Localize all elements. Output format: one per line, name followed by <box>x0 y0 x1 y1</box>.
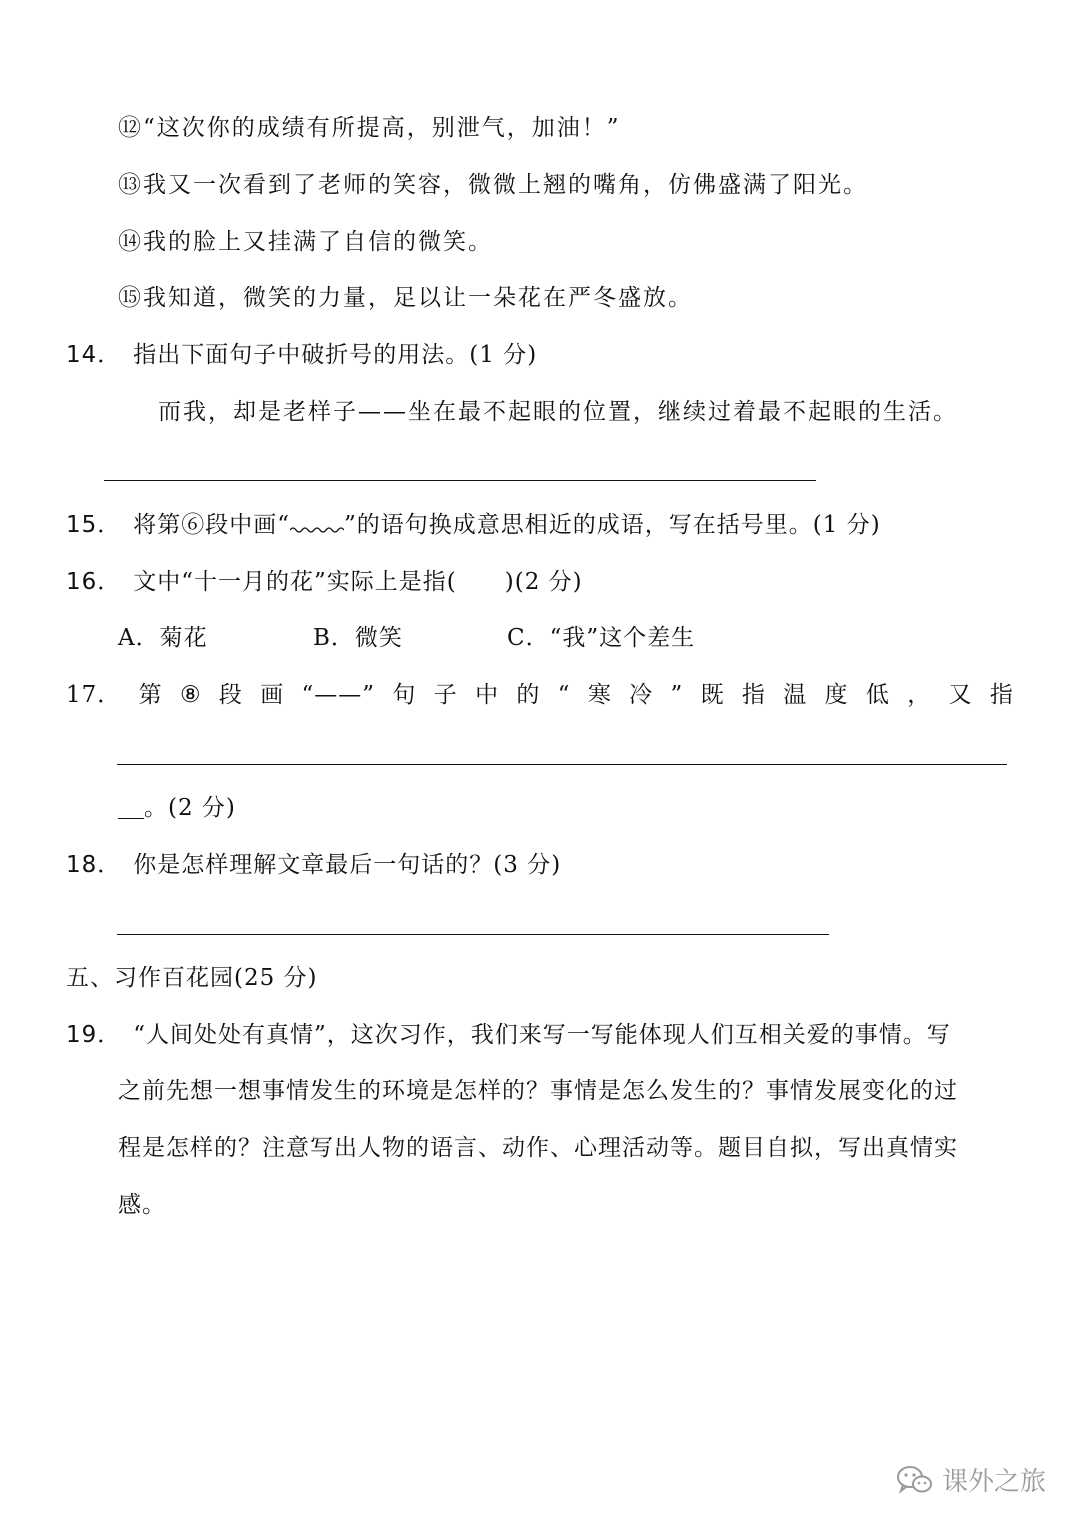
char: 画 <box>260 682 285 708</box>
char: ， <box>907 682 932 708</box>
question-text: 指出下面句子中破折号的用法。(1 分) <box>133 342 538 368</box>
char: 指 <box>989 682 1014 708</box>
question-text-after: ”的语句换成意思相近的成语，写在括号里。(1 分) <box>344 512 881 538</box>
question-17-tail <box>118 792 236 824</box>
char: 既 <box>700 682 725 708</box>
question-text: 你是怎样理解文章最后一句话的？(3 分) <box>133 852 562 878</box>
char: “——” <box>301 682 376 708</box>
char: 冷 <box>629 682 654 708</box>
question-17 <box>66 679 1014 711</box>
passage-paragraph-12: ⑫“这次你的成绩有所提高，别泄气，加油！” <box>118 115 621 141</box>
char: 温 <box>783 682 808 708</box>
question-text: 文中“十一月的花”实际上是指( )(2 分) <box>133 569 583 595</box>
question-19-line-2: 之前先想一想事情发生的环境是怎样的？事情是怎么发生的？事情发展变化的过 <box>118 1078 958 1104</box>
question-19-line-1: “人间处处有真情”，这次习作，我们来写一写能体现人们互相关爱的事情。写 <box>133 1022 951 1048</box>
char: “ <box>557 682 571 708</box>
question-number: 16． <box>66 569 122 595</box>
answer-line-14[interactable] <box>104 480 816 481</box>
wechat-icon <box>896 1464 934 1496</box>
char: 又 <box>948 682 973 708</box>
passage-paragraph-13: ⑬我又一次看到了老师的笑容，微微上翘的嘴角，仿佛盛满了阳光。 <box>118 172 868 198</box>
question-19-line-4: 感。 <box>118 1192 166 1218</box>
passage-paragraph-14: ⑭我的脸上又挂满了自信的微笑。 <box>118 229 493 255</box>
question-number: 18． <box>66 852 122 878</box>
question-number: 15． <box>66 512 122 538</box>
watermark-label: 课外之旅 <box>941 1467 1046 1497</box>
watermark <box>896 1461 1046 1498</box>
answer-line-17[interactable] <box>117 764 1007 765</box>
option-b[interactable]: B．微笑 <box>313 625 403 651</box>
answer-line-18[interactable] <box>117 934 829 935</box>
question-17-spread-text <box>66 679 1014 711</box>
option-c[interactable]: C．“我”这个差生 <box>507 625 696 651</box>
char: 第 <box>138 682 163 708</box>
char: 低 <box>865 682 890 708</box>
question-number: 14． <box>66 342 122 368</box>
char: 段 <box>218 682 243 708</box>
question-number: 17． <box>66 682 122 708</box>
question-14 <box>66 339 537 371</box>
char: 的 <box>516 682 541 708</box>
question-18 <box>66 849 561 881</box>
question-16 <box>66 566 583 598</box>
option-a[interactable]: A．菊花 <box>118 625 208 651</box>
question-14-quote: 而我，却是老样子——坐在最不起眼的位置，继续过着最不起眼的生活。 <box>158 399 958 425</box>
char: ” <box>670 682 684 708</box>
section-title: 五、习作百花园(25 分) <box>66 965 318 991</box>
question-15 <box>66 509 881 541</box>
char: 中 <box>475 682 500 708</box>
char: ⑧ <box>179 682 202 708</box>
wavy-underline-icon <box>290 524 344 534</box>
char: 句 <box>392 682 417 708</box>
char: 寒 <box>587 682 612 708</box>
char: 度 <box>824 682 849 708</box>
question-19 <box>66 1019 951 1051</box>
answer-blank-17[interactable] <box>118 796 144 819</box>
char: 子 <box>433 682 458 708</box>
question-17-score: 。(2 分) <box>144 795 236 821</box>
question-text-before: 将第⑥段中画“ <box>133 512 291 538</box>
question-19-line-3: 程是怎样的？注意写出人物的语言、动作、心理活动等。题目自拟，写出真情实 <box>118 1135 958 1161</box>
char: 指 <box>741 682 766 708</box>
question-number: 19． <box>66 1022 122 1048</box>
passage-paragraph-15: ⑮我知道，微笑的力量，足以让一朵花在严冬盛放。 <box>118 285 693 311</box>
